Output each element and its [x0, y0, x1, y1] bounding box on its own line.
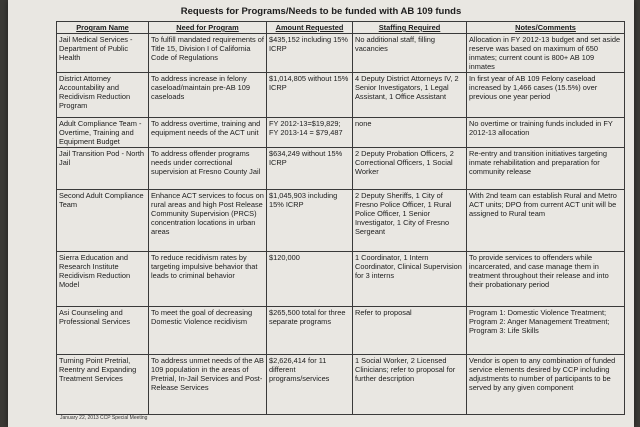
table-row — [57, 252, 625, 307]
cell-staffing: 1 Social Worker, 2 Licensed Clinicians; refer to proposal for further description — [353, 355, 467, 415]
cell-need: Enhance ACT services to focus on rural areas and high Post Release Community Supervision (PRCS) concentration locations in urban areas — [149, 190, 267, 252]
cell-notes: No overtime or training funds included in FY 2012-13 allocation — [467, 118, 625, 148]
table-row — [57, 190, 625, 252]
cell-need: To address offender programs needs under correctional supervision at Fresno County Jail — [149, 148, 267, 190]
cell-staffing: 2 Deputy Sheriffs, 1 City of Fresno Police Officer, 1 Rural Police Officer, 1 Senior Investigator, 1 City of Fresno Sergeant — [353, 190, 467, 252]
header-notes-comments: Notes/Comments — [467, 22, 625, 34]
cell-program: Adult Compliance Team - Overtime, Training and Equipment Budget — [57, 118, 149, 148]
cell-staffing: none — [353, 118, 467, 148]
cell-program: Jail Medical Services - Department of Public Health — [57, 34, 149, 73]
cell-need: To address overtime, training and equipment needs of the ACT unit — [149, 118, 267, 148]
header-program-name: Program Name — [57, 22, 149, 34]
cell-amount: $435,152 including 15% ICRP — [267, 34, 353, 73]
cell-staffing: No additional staff, filling vacancies — [353, 34, 467, 73]
cell-program: Asi Counseling and Professional Services — [57, 307, 149, 355]
cell-amount: $265,500 total for three separate programs — [267, 307, 353, 355]
cell-program: Jail Transition Pod - North Jail — [57, 148, 149, 190]
table-row — [57, 118, 625, 148]
cell-notes: With 2nd team can establish Rural and Metro ACT units; DPO from current ACT unit will be assigned to Rural team — [467, 190, 625, 252]
cell-amount: $1,045,903 including 15% ICRP — [267, 190, 353, 252]
header-need-for-program: Need for Program — [149, 22, 267, 34]
cell-notes: Re-entry and transition initiatives targeting inmate rehabilitation and preparation for community release — [467, 148, 625, 190]
cell-amount: FY 2012-13=$19,829; FY 2013-14 = $79,487 — [267, 118, 353, 148]
cell-need: To fulfill mandated requirements of Title 15, Division I of California Code of Regulations — [149, 34, 267, 73]
cell-amount: $2,626,414 for 11 different programs/services — [267, 355, 353, 415]
requests-table — [56, 21, 625, 415]
document-page — [8, 0, 634, 427]
cell-notes: To provide services to offenders while incarcerated, and case manage them in treatment throughout their release and into their probationary period — [467, 252, 625, 307]
cell-notes: Program 1: Domestic Violence Treatment; Program 2: Anger Management Treatment; Program 3: Life Skills — [467, 307, 625, 355]
table-row — [57, 73, 625, 118]
cell-notes: Allocation in FY 2012-13 budget and set aside reserve was based on maximum of 650 inmates; current count is 800+ AB 109 inmates — [467, 34, 625, 73]
cell-staffing: 4 Deputy District Attorneys IV, 2 Senior Investigators, 1 Legal Assistant, 1 Office Assistant — [353, 73, 467, 118]
cell-amount: $120,000 — [267, 252, 353, 307]
cell-amount: $634,249 without 15% ICRP — [267, 148, 353, 190]
footer-meeting-note: January 22, 2013 CCP Special Meeting — [60, 415, 148, 421]
table-header-row — [57, 22, 625, 34]
table-row — [57, 307, 625, 355]
cell-program: Sierra Education and Research Institute Recidivism Reduction Model — [57, 252, 149, 307]
cell-need: To reduce recidivism rates by targeting impulsive behavior that leads to criminal behavior — [149, 252, 267, 307]
header-amount-requested: Amount Requested — [267, 22, 353, 34]
cell-need: To address unmet needs of the AB 109 population in the areas of Pretrial, In-Jail Services and Post-Release Services — [149, 355, 267, 415]
cell-notes: Vendor is open to any combination of funded service elements desired by CCP including adjustments to number of participants to be served by any given component — [467, 355, 625, 415]
table-row — [57, 355, 625, 415]
cell-need: To address increase in felony caseload/maintain pre-AB 109 caseloads — [149, 73, 267, 118]
cell-program: Second Adult Compliance Team — [57, 190, 149, 252]
header-staffing-required: Staffing Required — [353, 22, 467, 34]
document-title: Requests for Programs/Needs to be funded with AB 109 funds — [180, 6, 462, 17]
cell-need: To meet the goal of decreasing Domestic Violence recidivism — [149, 307, 267, 355]
cell-staffing: 1 Coordinator, 1 Intern Coordinator, Clinical Supervision for 3 interns — [353, 252, 467, 307]
cell-program: District Attorney Accountability and Recidivism Reduction Program — [57, 73, 149, 118]
cell-notes: In first year of AB 109 Felony caseload increased by 1,466 cases (15.5%) over previous one year period — [467, 73, 625, 118]
cell-staffing: Refer to proposal — [353, 307, 467, 355]
cell-staffing: 2 Deputy Probation Officers, 2 Correctional Officers, 1 Social Worker — [353, 148, 467, 190]
cell-program: Turning Point Pretrial, Reentry and Expanding Treatment Services — [57, 355, 149, 415]
table-row — [57, 148, 625, 190]
table-row — [57, 34, 625, 73]
cell-amount: $1,014,805 without 15% ICRP — [267, 73, 353, 118]
